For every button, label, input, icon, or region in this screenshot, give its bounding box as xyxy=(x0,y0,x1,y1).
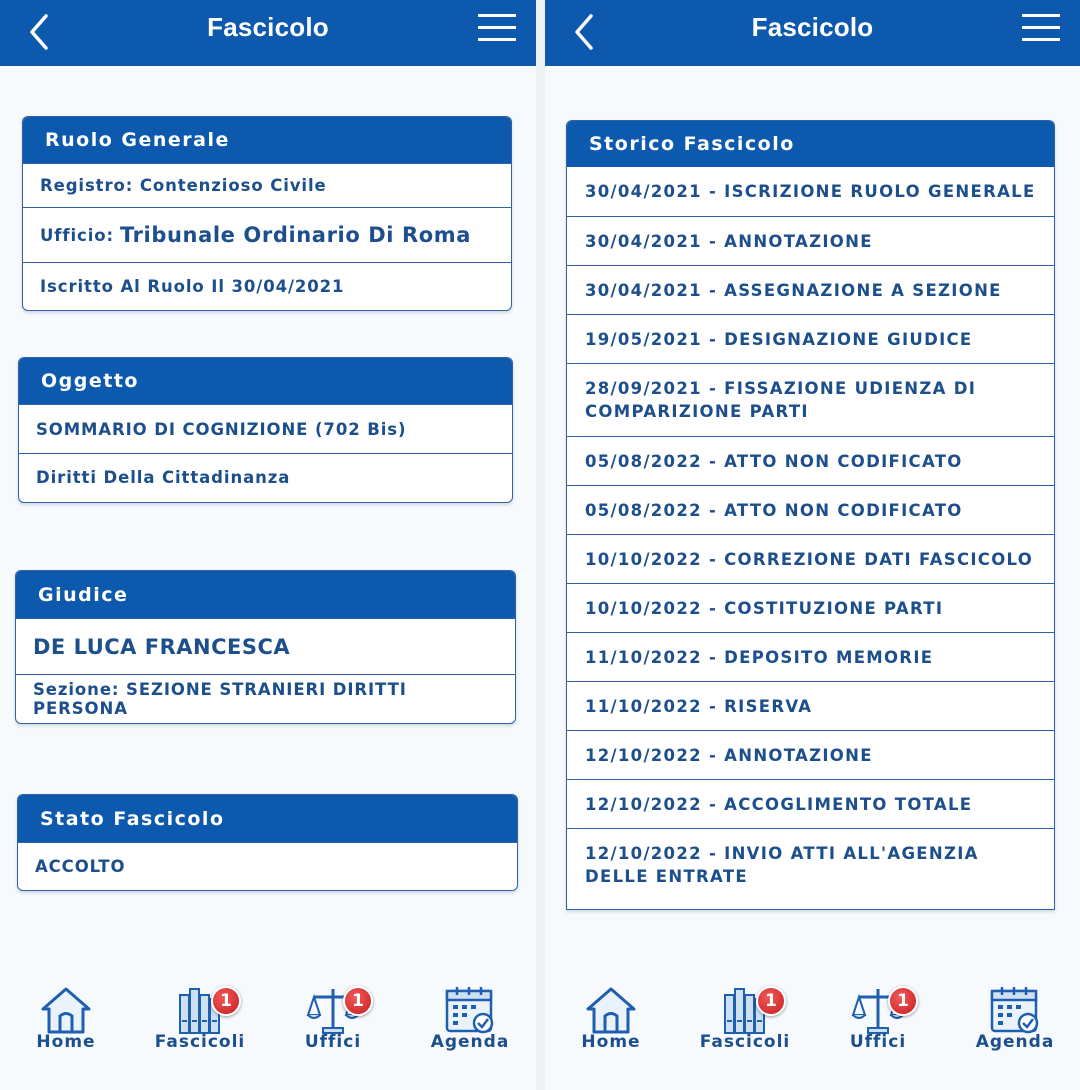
card-heading: Storico Fascicolo xyxy=(567,121,1054,167)
sezione-row: Sezione: SEZIONE STRANIERI DIRITTI PERSONA xyxy=(16,674,515,723)
oggetto-card xyxy=(18,357,513,503)
history-item[interactable]: 12/10/2022 - ANNOTAZIONE xyxy=(567,730,1054,779)
home-icon xyxy=(584,985,638,1035)
history-item[interactable]: 28/09/2021 - FISSAZIONE UDIENZA DI COMPARIZIONE PARTI xyxy=(567,363,1054,436)
page-title: Fascicolo xyxy=(751,12,874,42)
bottom-navigation xyxy=(545,955,1080,1090)
ufficio-label: Ufficio: xyxy=(40,225,114,245)
judge-name: DE LUCA FRANCESCA xyxy=(16,618,515,674)
registro-row: Registro: Contenzioso Civile xyxy=(23,163,511,207)
nav-fascicoli[interactable] xyxy=(690,985,800,1055)
nav-home[interactable] xyxy=(556,985,666,1055)
history-item[interactable]: 30/04/2021 - ISCRIZIONE RUOLO GENERALE xyxy=(585,182,1036,201)
history-item[interactable]: 10/10/2022 - CORREZIONE DATI FASCICOLO xyxy=(567,534,1054,583)
nav-fascicoli-label: Fascicoli xyxy=(699,1032,791,1052)
nav-uffici-label: Uffici xyxy=(304,1032,362,1052)
oggetto-line2: Diritti Della Cittadinanza xyxy=(19,453,512,501)
hamburger-menu-icon[interactable] xyxy=(1022,13,1060,43)
uffici-badge: 1 xyxy=(888,986,918,1016)
history-item[interactable]: 10/10/2022 - COSTITUZIONE PARTI xyxy=(567,583,1054,632)
nav-agenda-label: Agenda xyxy=(430,1032,510,1052)
stato-fascicolo-card xyxy=(17,794,518,891)
right-screen xyxy=(545,0,1080,1090)
oggetto-line1: SOMMARIO DI COGNIZIONE (702 Bis) xyxy=(19,404,512,453)
history-item[interactable]: 12/10/2022 - ACCOGLIMENTO TOTALE xyxy=(567,779,1054,828)
bottom-navigation xyxy=(0,955,536,1090)
giudice-card xyxy=(15,570,516,724)
history-item[interactable]: 11/10/2022 - RISERVA xyxy=(567,681,1054,730)
nav-home[interactable] xyxy=(11,985,121,1055)
nav-uffici-label: Uffici xyxy=(849,1032,907,1052)
history-item[interactable]: 30/04/2021 - ASSEGNAZIONE A SEZIONE xyxy=(567,265,1054,314)
top-bar xyxy=(0,0,536,66)
calendar-icon xyxy=(988,985,1042,1035)
calendar-icon xyxy=(443,985,497,1035)
history-item[interactable]: 12/10/2022 - INVIO ATTI ALL'AGENZIA DELLE ENTRATE xyxy=(567,828,1054,901)
card-heading: Ruolo Generale xyxy=(23,117,511,163)
storico-fascicolo-card xyxy=(566,120,1055,910)
home-icon xyxy=(39,985,93,1035)
nav-agenda[interactable] xyxy=(415,985,525,1055)
nav-fascicoli[interactable] xyxy=(145,985,255,1055)
nav-home-label: Home xyxy=(36,1032,96,1052)
nav-uffici[interactable] xyxy=(823,985,933,1055)
history-item[interactable]: 05/08/2022 - ATTO NON CODIFICATO xyxy=(567,485,1054,534)
card-heading: Stato Fascicolo xyxy=(18,795,517,842)
nav-agenda[interactable] xyxy=(960,985,1070,1055)
history-item[interactable]: 30/04/2021 - ANNOTAZIONE xyxy=(567,216,1054,265)
hamburger-menu-icon[interactable] xyxy=(478,13,516,43)
history-item[interactable]: 11/10/2022 - DEPOSITO MEMORIE xyxy=(567,632,1054,681)
fascicoli-badge: 1 xyxy=(211,986,241,1016)
card-heading: Giudice xyxy=(16,571,515,618)
nav-uffici[interactable] xyxy=(278,985,388,1055)
history-item[interactable]: 05/08/2022 - ATTO NON CODIFICATO xyxy=(567,436,1054,485)
fascicoli-badge: 1 xyxy=(756,986,786,1016)
top-bar xyxy=(545,0,1080,66)
nav-agenda-label: Agenda xyxy=(975,1032,1055,1052)
ufficio-row xyxy=(23,207,511,262)
history-item[interactable]: 19/05/2021 - DESIGNAZIONE GIUDICE xyxy=(567,314,1054,363)
nav-home-label: Home xyxy=(581,1032,641,1052)
ruolo-generale-card xyxy=(22,116,512,311)
ufficio-value: Tribunale Ordinario Di Roma xyxy=(119,223,472,247)
page-title: Fascicolo xyxy=(207,12,329,42)
stato-value: ACCOLTO xyxy=(18,842,517,890)
card-heading: Oggetto xyxy=(19,358,512,404)
iscritto-row: Iscritto Al Ruolo Il 30/04/2021 xyxy=(23,262,511,309)
uffici-badge: 1 xyxy=(343,986,373,1016)
left-screen xyxy=(0,0,536,1090)
nav-fascicoli-label: Fascicoli xyxy=(154,1032,246,1052)
